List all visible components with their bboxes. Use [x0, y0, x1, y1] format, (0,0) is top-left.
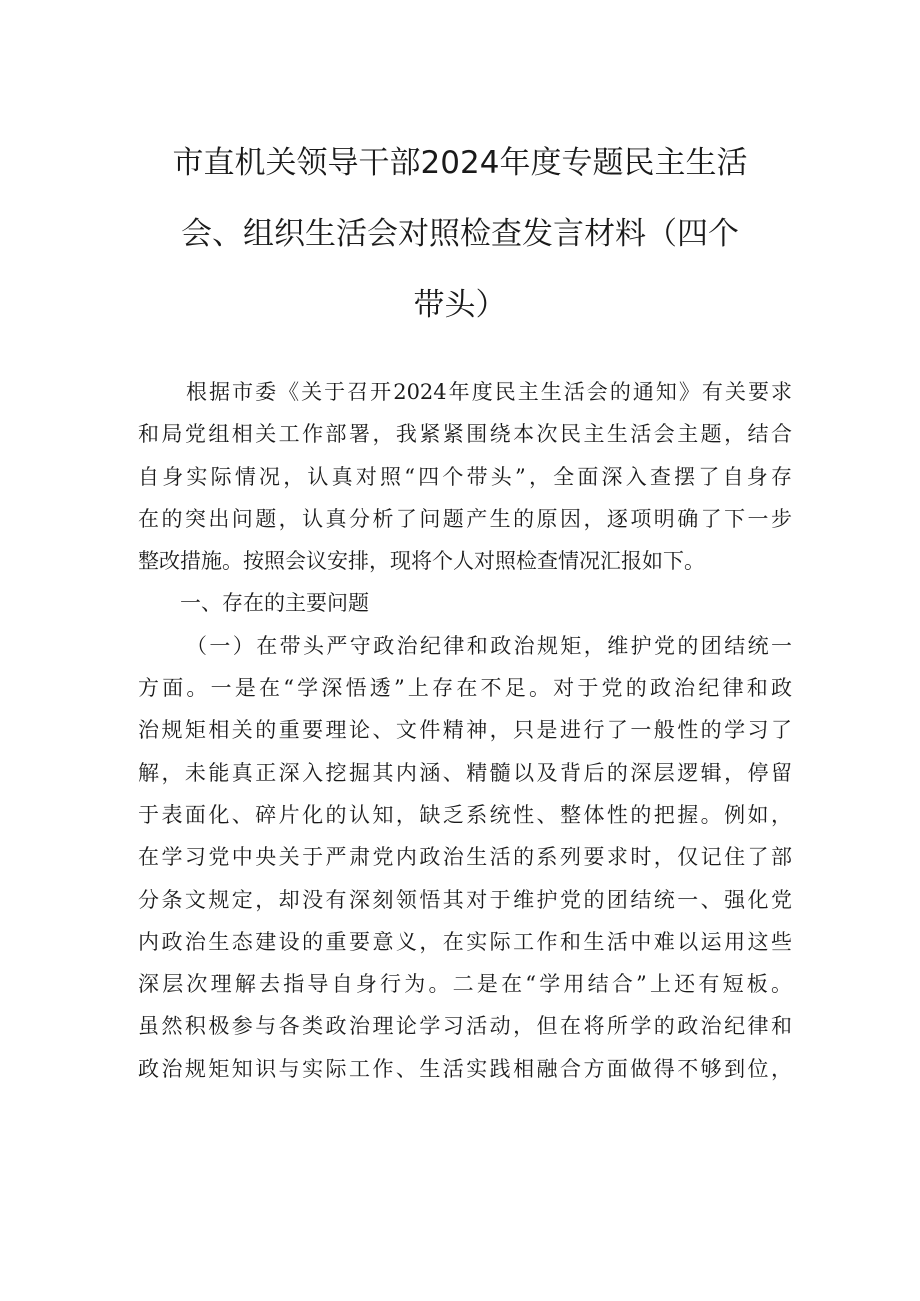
- title-line-2: 会、组织生活会对照检查发言材料（四个: [181, 216, 739, 252]
- subsection-line-2: 方面。一是在“学深悟透”上存在不足。对于党的政治纪律和政: [138, 676, 792, 701]
- intro-paragraph: [138, 371, 792, 582]
- intro-line-1: 根据市委《关于召开2024年度民主生活会的通知》有关要求: [186, 380, 792, 404]
- subsection-line-11: 政治规矩知识与实际工作、生活实践相融合方面做得不够到位，: [138, 1056, 792, 1081]
- subsection-line-1: （一）在带头严守政治纪律和政治规矩，维护党的团结统一: [186, 633, 792, 658]
- subsection-line-7: 分条文规定，却没有深刻领悟其对于维护党的团结统一、强化党: [138, 887, 792, 912]
- subsection-line-6: 在学习党中央关于严肃党内政治生活的系列要求时，仅记住了部: [138, 845, 792, 870]
- subsection-line-3: 治规矩相关的重要理论、文件精神，只是进行了一般性的学习了: [138, 718, 792, 743]
- subsection-line-8: 内政治生态建设的重要意义，在实际工作和生活中难以运用这些: [138, 929, 792, 954]
- intro-line-2: 和局党组相关工作部署，我紧紧围绕本次民主生活会主题，结合: [138, 422, 792, 447]
- subsection-line-5: 于表面化、碎片化的认知，缺乏系统性、整体性的把握。例如，: [138, 802, 792, 827]
- title-line-3: 带头）: [413, 287, 507, 323]
- document-body: [138, 371, 792, 1090]
- subsection-line-4: 解，未能真正深入挖掘其内涵、精髓以及背后的深层逻辑，停留: [138, 760, 792, 785]
- intro-line-4: 在的突出问题，认真分析了问题产生的原因，逐项明确了下一步: [138, 506, 792, 531]
- section-heading: 一、存在的主要问题: [180, 591, 369, 616]
- intro-line-3: 自身实际情况，认真对照“四个带头”，全面深入查摆了自身存: [138, 464, 792, 489]
- subsection-line-9: 深层次理解去指导自身行为。二是在“学用结合”上还有短板。: [138, 972, 792, 997]
- document-title: [140, 128, 780, 341]
- subsection-paragraph: [138, 625, 792, 1090]
- title-line-1: 市直机关领导干部2024年度专题民主生活: [172, 145, 748, 181]
- intro-line-5: 整改措施。按照会议安排，现将个人对照检查情况汇报如下。: [138, 549, 705, 574]
- subsection-line-10: 虽然积极参与各类政治理论学习活动，但在将所学的政治纪律和: [138, 1014, 792, 1039]
